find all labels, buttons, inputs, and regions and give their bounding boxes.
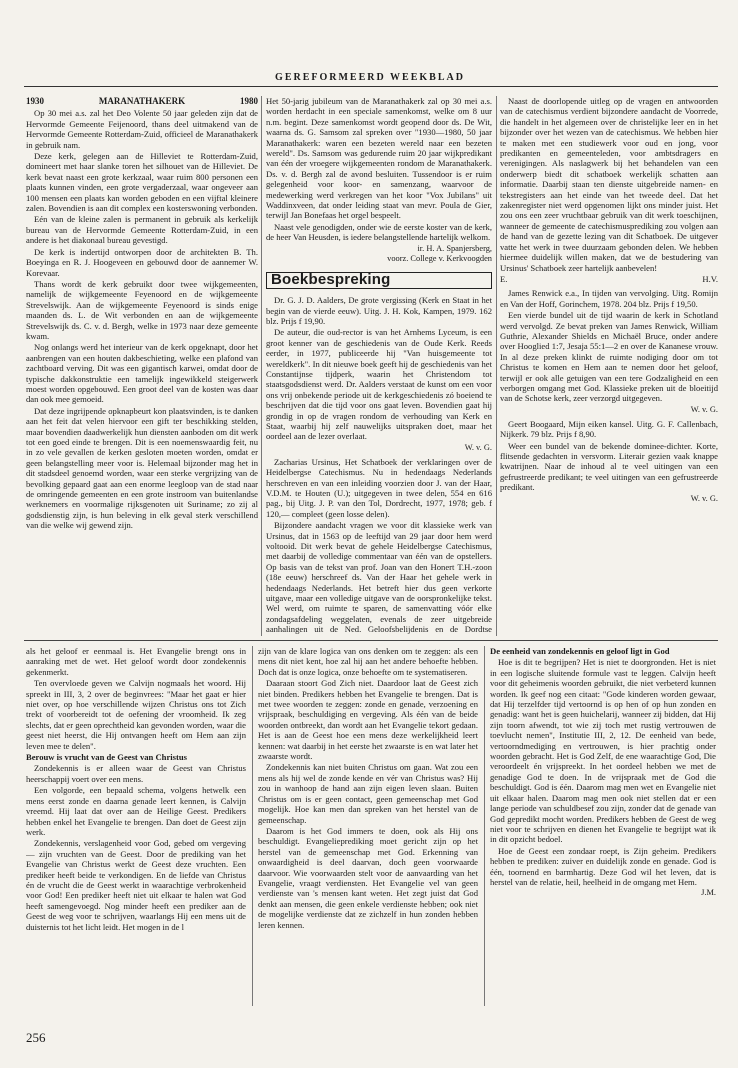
column-rule: [252, 646, 253, 1006]
subheading: De eenheid van zondekennis en geloof ligt in God: [490, 646, 670, 656]
year-left: 1930: [26, 96, 44, 106]
paragraph: Het 50-jarig jubileum van de Maranathakerk zal op 30 mei a.s. worden herdacht in een speciale samenkomst, welke om 8 uur n.m. begint. Deze samenkomst wordt geopend door ds. De Wit, waarna ds. G. Samsom zal spreken over "1930—1980, 50 jaar Maranathakerk: waren een bezeten wereld naar een bezeten wereld". Ds. Samsom was gedurende ruim 20 jaar wijkpredikant van één der vroegere wijkgemeenten rondom de Maranathakerk. Ds. v. d. Bergh zal de avond besluiten. Tussendoor is er ruim gelegenheid voor koor- en samenzang, waarvoor de medewerking werd verkregen van het koor "Vox Jubilans" uit Waddinxveen, dat onder leiding staat van mevr. Poula de Gier, terwijl Jan Bonefaas het orgel bespeelt.: [266, 96, 492, 221]
year-right: 1980: [240, 96, 258, 106]
article-title: MARANATHAKERK: [98, 96, 186, 106]
lower-column-2: [258, 646, 478, 1026]
review-item: [500, 288, 718, 414]
review-body-continued: Naast de doorlopende uitleg op de vragen en antwoorden van de catechismus verdient bijzondere aandacht de Voorrede, die handelt in het algemeen over de christelijke leer en in het bijzonder over het wezen van de catechismus. We hebben hier te maken met een studiewerk voor oud en jong, voor predikanten en gemeenteleden, voor ambtsdragers en verenigingen. Als naslagwerk bij het behandelen van een onderwerp biedt dit schatboek werkelijk schatten aan informatie. Daarbij staan ten dienste uitgebreide namen- en tekstregisters aan het einde van het tweede deel. Dat het zakenregister niet werd opgenomen lijkt ons minder juist. Het zou ons een zeer vruchtbaar gebruik van dit werk toeschijnen, wanneer de gemeente de catechismusprediking zou volgen aan de hand van de gezette lezing van dit Schatboek. De uitgever vatte het werk in twee duurzaam gebonden delen. We hebben hiermee duidelijk willen maken, dat we de bestudering van Ursinus' Schatboek zeer hartelijk aanbevelen!: [500, 96, 718, 273]
section-title: Boekbespreking: [271, 270, 391, 288]
review-body: Weer een bundel van de bekende dominee-dichter. Korte, flitsende gedachten in versvorm. Literair gezien vaak knappe kwatrijnen. Naar de inhoud al te veel uitingen van een gefrustreerde predikant; te veel uitingen van een gefrustreerde predikant.: [500, 440, 718, 493]
article-signature: J.M.: [701, 888, 716, 898]
paragraph: zijn van de klare logica van ons denken om te zeggen: als een mens dit niet kent, hoe zal hij aan het andere behoefte hebben. Doch dat is onze logica, onze behoefte om te systematiseren.: [258, 646, 478, 677]
review-item: [266, 295, 492, 453]
paragraph: Naast vele genodigden, onder wie de eerste koster van de kerk, de heer Van Heusden, is iedere belangstellende hartelijk welkom.: [266, 221, 492, 243]
review-heading: Dr. G. J. D. Aalders, De grote vergissing (Kerk en Staat in het begin van de vierde eeuw). Uitg. J. H. Kok, Kampen, 1979. 162 blz. Prijs f 19,90.: [266, 295, 492, 326]
masthead: GEREFORMEERD WEEKBLAD: [275, 72, 465, 83]
section-divider: [24, 640, 718, 641]
paragraph: als het geloof er eenmaal is. Het Evangelie brengt ons in aanraking met de wet. Het geloof wordt door zondekennis gekenmerkt.: [26, 646, 246, 677]
column-rule: [484, 646, 485, 1006]
upper-column-3: [500, 96, 718, 636]
review-heading: James Renwick e.a., In tijden van vervolging. Uitg. Romijn en Van der Hoff, Gorinchem, 1978. 204 blz. Prijs f 19,50.: [500, 288, 718, 309]
paragraph: Zondekennis, verslagenheid voor God, gebed om vergeving — zijn vruchten van de Geest. Door de prediking van het Evangelie van Christus werkt de Geest deze vruchten. Een prediker heeft beide te verkondigen. En de liefde van Christus én de vrucht die de Geest werkt in waarachtige verbrokenheid voor God! Een prediker heeft niet uit elkaar te halen wat God heeft samengevoegd. Nog minder heeft een prediker aan de Geest de weg voor te schrijven, waarlangs Hij een mens uit de duisternis tot het licht leidt. Het mogen in de l: [26, 838, 246, 932]
column-rule: [261, 96, 262, 636]
page-number: 256: [26, 1030, 46, 1045]
paragraph: Eén van de kleine zalen is permanent in gebruik als kerkelijk bureau van de Hervormde Gemeente Rotterdam-Zuid, in een andere is het diakonaal bureau gevestigd.: [26, 214, 258, 246]
column-rule: [496, 96, 497, 636]
paragraph: Zondekennis kan niet buiten Christus om gaan. Wat zou een mens als hij wel de zonde kende en vér van Christus was? Hij zou in wanhoop de hand aan zijn eigen leven slaan. Buiten Christus om is er geen contact, geen gemeenschap met God mogelijk. Hoe kan men dan spreken van het herstel van de gemeenschap.: [258, 762, 478, 825]
paragraph: De kerk is indertijd ontworpen door de architekten B. Th. Boeyinga en R. J. Hoogeveen en gebouwd door de aannemer W. Korevaar.: [26, 246, 258, 278]
signature-role: voorz. College v. Kerkvoogden: [387, 253, 492, 263]
signature: [266, 244, 492, 264]
paragraph: Thans wordt de kerk gebruikt door twee wijkgemeenten, namelijk de wijkgemeente Feyenoord en de wijkgemeente Strevelswijk. Aan de wijkgemeente Feyenoord is sinds enige maanden ds. L. de Wit verbonden en aan de wijkgemeente Strevelswijk ds. C. v. d. Bergh, welke in 1973 naar deze gemeente kwam.: [26, 278, 258, 341]
article-maranathakerk: [26, 96, 258, 636]
upper-column-2: [266, 96, 492, 636]
review-heading: Zacharias Ursinus, Het Schatboek der verklaringen over de Heidelbergse Catechismus. Nu in hedendaags Nederlands herschreven en van een inleiding voorzien door J. van der Haar, V.D.M. te Houten (U.); uitgegeven in twee delen, 554 en 616 pag., bij Uitg. J. P. van den Tol, Dordrecht, 1977, 1978; geb. f 120,— compleet (geen losse delen).: [266, 456, 492, 519]
lower-column-1: [26, 646, 246, 1026]
review-signature: W. v. G.: [690, 404, 718, 414]
paragraph: Zondekennis is er alleen waar de Geest van Christus heerschappij voert over een mens.: [26, 763, 246, 784]
review-signature-line: [500, 274, 718, 284]
paragraph: Ten overvloede geven we Calvijn nogmaals het woord. Hij spreekt in III, 3, 2 over de beginvrees: "Maar het gaat er hier niet over, op hoe verschillende wijzen Christus ons tot Zich trekt of voorbereidt tot de oefening der vroomheid. Ik zeg slechts, dat er geen oprechtheid kan gevonden worden, waar die geest niet heerst, die Hij ontvangen heeft om Hem aan zijn leven mee te delen".: [26, 678, 246, 751]
review-signature-left: E.: [500, 273, 508, 284]
paragraph: Daarom is het God immers te doen, ook als Hij ons beschuldigt. Evangelieprediking moet gericht zijn op het herstel van de gemeenschap met God. Erkenning van onwaardigheid is deel daarvan, doch geen voorwaarde daarvoor. Wie voorwaarden stelt voor de aanvaarding van het Evangelie, vraagt verdiensten. Het Evangelie vel van geen verdienste van 's mensen kant weten. Het zegt juist dat God denkt aan mensen, die geen enkele verdienste hebben; ook niet de mogelijke verdienste dat ze zichzelf in hun zonden hebben leren kennen.: [258, 825, 478, 930]
review-body: Bijzondere aandacht vragen we voor dit klassieke werk van Ursinus, dat in 1563 op de leeftijd van 29 jaar door hem werd voltooid. Dit werk bevat de gehele Heidelbergse Catechismus, met daarbij de volledige commentaar van één van de opstellers. Op basis van de tekst van prof. Joan van den Honert T.H.-zoon (18e eeuw) herschreef ds. Van der Haar het gehele werk in hedendaags Nederlands. Het betreft hier dus geen verkorte uitgave, maar een volledige uitgave van de oorspronkelijke tekst. Wel werd, om ruimte te sparen, de samenvatting vóór elke zondagsafdeling weggelaten, evenals de zeer uitgebreide aanhalingen uit de Ned. Geloofsbelijdenis en de Dordtse: [266, 520, 492, 635]
review-signature: W. v. G.: [464, 442, 492, 452]
paragraph: Hoe is dit te begrijpen? Het is niet te doorgronden. Het is niet in een logische sluitende formule vast te leggen. Calvijn heeft voor dit geheimenis woorden gebruikt, die niet verbeterd kunnen worden. Ik geef nog een citaat: "Gode kinderen worden gewaar, dat Hij terzelfder tijd vertoornd is op hen of op hun zonden en genadig: want het is geen huichelarij, wanneer zij bidden, dat Hij zijn toorn afwendt, tot wie zij toch met rustig vertrouwen de toevlucht nemen", Institutie III, 2, 12. De eenheid van bede, vertoorndmediging en vertrouwen, is hier prachtig onder woorden gebracht. Het is God Zelf, de ene waarachtige God, Die veroordeelt én vrijspreekt. In het oordeel hebben we met de genadige God te doen. In de vrijspraak met de God die beschuldigt. God is één. Daarom mag men wet en Evangelie niet uit elkaar halen. Daarom mag men ook niet stellen dat er een lange periode van schuldbesef zou zijn, zonder dat de genade van God gepredikt mocht worden. Predikers hebben de Geest de weg niet voor te schrijven en dienen het Evangelie te begrijpt wat ik in dit opzicht bedoel.: [490, 657, 716, 845]
subheading: Berouw is vrucht van de Geest van Christus: [26, 752, 187, 763]
paragraph: Hoe de Geest een zondaar roept, is Zijn geheim. Predikers hebben te prediken: zuiver en duidelijk zonde en genade. God is één, toornend en barmhartig. Deze God wil het leven, dat is herstel van de relatie, heil, heelheid in de omgang met Hem.: [490, 845, 716, 887]
paragraph: Op 30 mei a.s. zal het Deo Volente 50 jaar geleden zijn dat de Hervormde Gemeente Feijenoord, thans deel uitmakend van de Hervormde Gemeente Rotterdam-Zuid, officieel de Maranathakerk in gebruik nam.: [26, 108, 258, 150]
paragraph: Dat deze ingrijpende opknapbeurt kon plaatsvinden, is te danken aan het feit dat velen hiervoor een gift ter beschikking stelden, maar bovendien daadwerkelijk hun diensten aanboden om dit werk tot een goed einde te brengen. Dit is een noemenswaardig feit, nu in zo vele gevallen de kerken gesloten moeten worden, omdat er geen belangstelling meer voor is. Helemaal bijzonder mag het in dit stadsdeel genoemd worden, waar een sterke vergrijzing van de bevolking gepaard gaat aan een enorme leegloop van de stad naar de omringende gemeenten en een grote instroom van buitenlandse werknemers en voormalige rijksgenoten uit Suriname; zo zij al godsdienstig zijn, is hun beleving in elk geval sterk verschillend van die welke wij gewend zijn.: [26, 405, 258, 531]
review-signature: W. v. G.: [690, 493, 718, 503]
section-title-box: [266, 272, 492, 289]
paragraph: Een volgorde, een bepaald schema, volgens hetwelk een mens eerst zonde en daarna genade leert kennen, is Calvijn vreemd. Hij laat dat over aan de Heilige Geest. Predikers hebben enkel het Evangelie te brengen. Dan doet de Geest zijn werk.: [26, 785, 246, 837]
top-rule: [24, 86, 718, 87]
paragraph: Deze kerk, gelegen aan de Hilleviet te Rotterdam-Zuid, domineert met haar slanke toren het silhouet van de Hilleviet. De kerk bevat naast een grote kerkzaal, waar ruim 800 personen een plaats kunnen vinden, een grote vergaderzaal, waar ongeveer aan 100 mensen een plaats kan worden geboden en een vijftal kleinere zalen. Bovendien is aan dit complex een kosterswoning verbonden.: [26, 151, 258, 214]
review-heading: Geert Boogaard, Mijn eiken kansel. Uitg. G. F. Callenbach, Nijkerk. 79 blz. Prijs f 8,90.: [500, 418, 718, 440]
review-item: [266, 457, 492, 636]
signature-name: ir. H. A. Spanjersberg,: [417, 243, 492, 253]
review-signature-right: H.V.: [702, 273, 718, 284]
paragraph: Daaraan stoort God Zich niet. Daardoor laat de Geest zich niet binden. Predikers hebben het Evangelie te brengen. Dat is met twee woorden te zeggen: zonde en genade, verzoening en vrijspraak, beschuldiging en vergeving. Als één van de beide woorden ontbreekt, dan wordt aan het Evangelie tekort gedaan. Het is aan de Geest hoe een mens deze werkelijkheid leert kennen: wat daarbij in het eerste het zwaarste is en wat later het zwaarste wordt.: [258, 678, 478, 762]
article-header: [26, 96, 258, 106]
review-body: Een vierde bundel uit de tijd waarin de kerk in Schotland werd vervolgd. Ze bevat preken van James Renwick, William Guthrie, Alexander Shields en Michaël Bruce, onder andere over Hooglied 1:7, Jesaja 55:1—2 en over de Kananese vrouw. In al deze preken klinkt de ruimte nodiging door om tot Christus te komen en Hem aan te nemen door het geloof, terwijl er ook alle getuigen van een tere Godzaligheid en een verborgen omgang met God. Klassieke preken uit de bloeitijd van de Schotse kerk, zeer verzorgd uitgegeven.: [500, 310, 718, 404]
review-item: [500, 419, 718, 504]
paragraph: Nog onlangs werd het interieur van de kerk opgeknapt, door het aanbrengen van een houten dakbeschieting, welke een plafond van zachtboard verving. Dit was een gigantisch karwei, omdat door de typische dakkonstruktie een tamelijk ingewikkeld steigerwerk moest worden opgebouwd. Een groot deel van de kosten was daar dan ook mee gemoeid.: [26, 342, 258, 405]
lower-column-3: [490, 646, 716, 1026]
review-body: De auteur, die oud-rector is van het Arnhems Lyceum, is een groot kenner van de geschiedenis van de Oude Kerk. Reeds eerder, in 1977, publiceerde hij "Van huisgemeente tot wereldkerk". In dit nieuwe boek geeft hij de geschiedenis van het Constantijnse tijdperk, waarin het Christendom tot staatsgodsdienst werd. Dr. Aalders verstaat de kunst om een voor ons vrij onbekende periode uit de kerkgeschiedenis zó boeiend te beschrijven dat die tijd voor ons gaat leven. Bovendien gaat hij grondig in op de vragen rondom de verhouding van Kerk en Staat, waarbij hij zelf nauwelijks uitspraken doet, maar het oordeel aan de lezer overlaat.: [266, 327, 492, 442]
